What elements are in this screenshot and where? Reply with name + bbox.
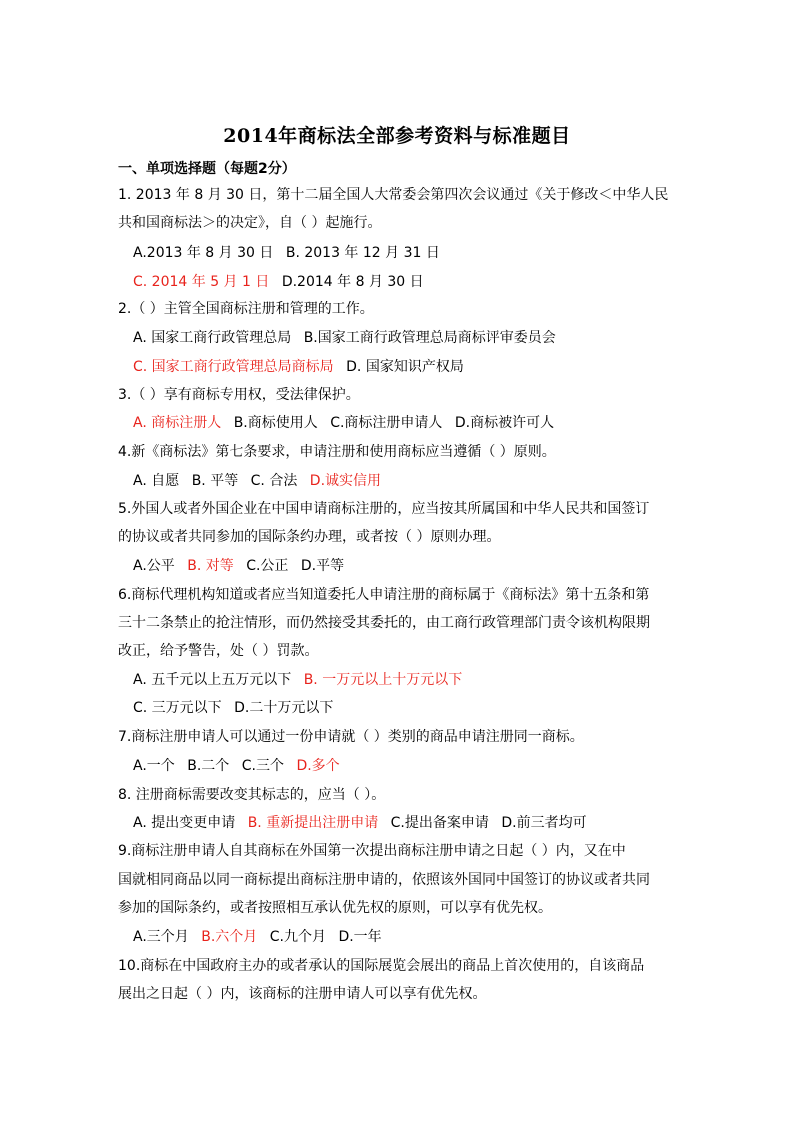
q8-option-d: D.前三者均可 — [501, 815, 587, 831]
q3-option-a-answer: A. 商标注册人 — [133, 415, 222, 431]
question-9-line-2: 国就相同商品以同一商标提出商标注册申请的，依照该外国同中国签订的协议或者共同 — [118, 872, 650, 888]
q6-option-c: C. 三万元以下 — [133, 700, 222, 716]
q4-option-d-answer: D.诚实信用 — [309, 473, 382, 489]
question-7-options — [133, 756, 340, 776]
q9-option-b-answer: B.六个月 — [201, 929, 258, 945]
q2-option-c-answer: C. 国家工商行政管理总局商标局 — [133, 359, 334, 375]
question-6-line-1: 6.商标代理机构知道或者应当知道委托人申请注册的商标属于《商标法》第十五条和第 — [118, 587, 650, 603]
q7-option-c: C.三个 — [241, 758, 284, 774]
question-1-line-1: 1. 2013 年 8 月 30 日，第十二届全国人大常委会第四次会议通过《关于修改＜中华人民 — [118, 187, 669, 203]
q6-option-a: A. 五千元以上五万元以下 — [133, 672, 292, 688]
q3-option-d: D.商标被许可人 — [454, 415, 555, 431]
q6-option-b-answer: B. 一万元以上十万元以下 — [303, 672, 463, 688]
q9-option-c: C.九个月 — [269, 929, 326, 945]
q9-option-d: D.一年 — [338, 929, 382, 945]
question-2-options-row-2 — [133, 357, 464, 377]
question-3-line-1: 3.（ ）享有商标专用权，受法律保护。 — [118, 387, 360, 403]
q1-option-a: A.2013 年 8 月 30 日 — [133, 245, 274, 261]
question-7-line-1: 7.商标注册申请人可以通过一份申请就（ ）类别的商品申请注册同一商标。 — [118, 729, 584, 745]
q8-option-b-answer: B. 重新提出注册申请 — [247, 815, 379, 831]
q8-option-a: A. 提出变更申请 — [133, 815, 236, 831]
question-6-options-row-2 — [133, 698, 333, 718]
q1-option-d: D.2014 年 8 月 30 日 — [281, 274, 424, 290]
page-title: 2014年商标法全部参考资料与标准题目 — [223, 125, 571, 147]
question-1-options-row-2 — [133, 272, 424, 292]
q6-option-d: D.二十万元以下 — [234, 700, 334, 716]
section-heading: 一、单项选择题（每题2分） — [118, 161, 296, 177]
q2-option-d: D. 国家知识产权局 — [346, 359, 464, 375]
q4-option-b: B. 平等 — [191, 473, 239, 489]
question-9-line-1: 9.商标注册申请人自其商标在外国第一次提出商标注册申请之日起（ ）内，又在中 — [118, 843, 626, 859]
q1-option-c-answer: C. 2014 年 5 月 1 日 — [133, 274, 270, 290]
q3-option-b: B.商标使用人 — [233, 415, 318, 431]
question-5-line-1: 5.外国人或者外国企业在中国申请商标注册的，应当按其所属国和中华人民共和国签订 — [118, 501, 650, 517]
q3-option-c: C.商标注册申请人 — [330, 415, 443, 431]
question-3-options — [133, 413, 554, 433]
q5-option-d: D.平等 — [300, 558, 345, 574]
question-8-options — [133, 813, 587, 833]
question-9-options — [133, 927, 382, 947]
q2-option-b: B.国家工商行政管理总局商标评审委员会 — [303, 330, 556, 346]
question-1-line-2: 共和国商标法＞的决定》，自（ ）起施行。 — [118, 215, 382, 231]
q8-option-c: C.提出备案申请 — [390, 815, 489, 831]
question-10-line-1: 10.商标在中国政府主办的或者承认的国际展览会展出的商品上首次使用的，自该商品 — [118, 958, 645, 974]
question-10-line-2: 展出之日起（ ）内，该商标的注册申请人可以享有优先权。 — [118, 986, 487, 1002]
question-4-options — [133, 471, 381, 491]
q5-option-b-answer: B. 对等 — [187, 558, 234, 574]
question-6-options-row-1 — [133, 670, 462, 690]
q4-option-a: A. 自愿 — [133, 473, 180, 489]
question-8-line-1: 8. 注册商标需要改变其标志的，应当（ ）。 — [118, 787, 386, 803]
q1-option-b: B. 2013 年 12 月 31 日 — [285, 245, 440, 261]
question-2-options-row-1 — [133, 328, 556, 348]
q5-option-c: C.公正 — [246, 558, 289, 574]
q2-option-a: A. 国家工商行政管理总局 — [133, 330, 292, 346]
question-4-line-1: 4.新《商标法》第七条要求，申请注册和使用商标应当遵循（ ）原则。 — [118, 444, 556, 460]
q7-option-b: B.二个 — [187, 758, 230, 774]
q5-option-a: A.公平 — [133, 558, 175, 574]
q7-option-d-answer: D.多个 — [296, 758, 340, 774]
q9-option-a: A.三个月 — [133, 929, 189, 945]
question-9-line-3: 参加的国际条约，或者按照相互承认优先权的原则，可以享有优先权。 — [118, 900, 552, 916]
q4-option-c: C. 合法 — [250, 473, 298, 489]
question-5-line-2: 的协议或者共同参加的国际条约办理，或者按（ ）原则办理。 — [118, 529, 501, 545]
question-1-options-row-1 — [133, 243, 440, 263]
question-6-line-2: 三十二条禁止的抢注情形，而仍然接受其委托的，由工商行政管理部门责令该机构限期 — [118, 615, 650, 631]
question-5-options — [133, 556, 344, 576]
question-2-line-1: 2.（ ）主管全国商标注册和管理的工作。 — [118, 301, 374, 317]
q7-option-a: A.一个 — [133, 758, 175, 774]
question-6-line-3: 改正，给予警告，处（ ）罚款。 — [118, 643, 319, 659]
